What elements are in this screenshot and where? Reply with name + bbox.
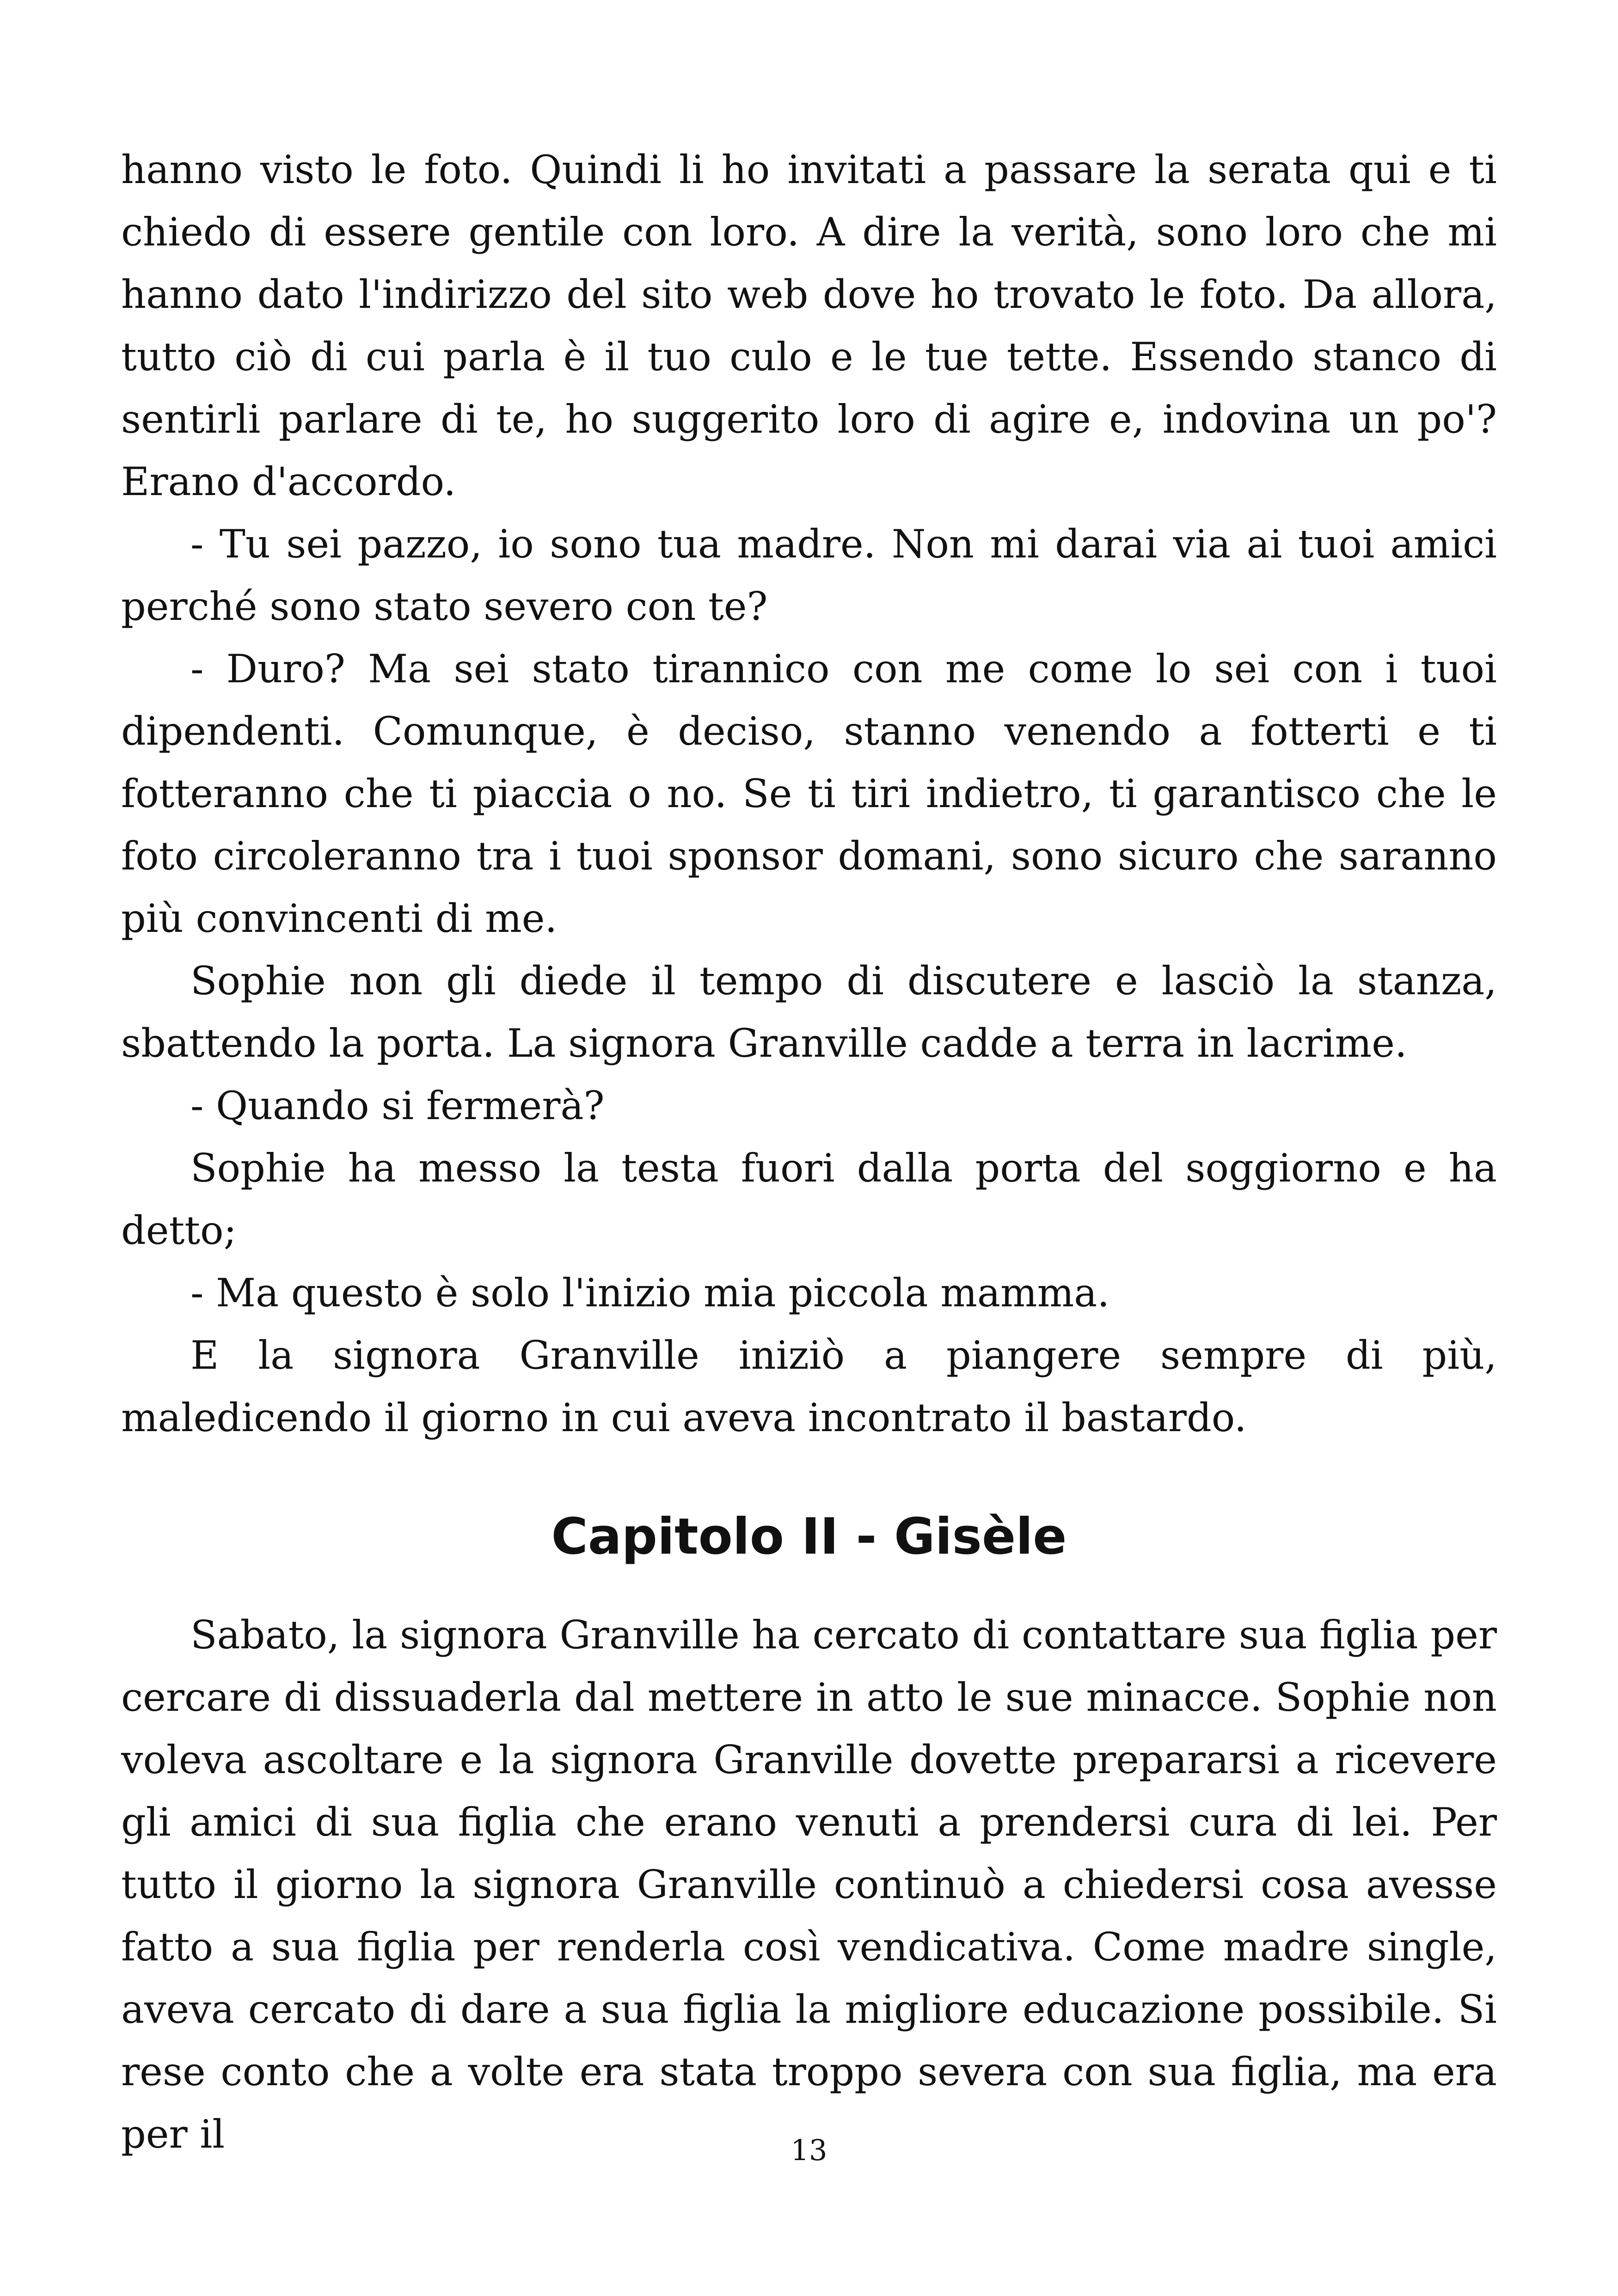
page-body	[121, 139, 1497, 1449]
paragraph-dialogue-question: - Quando si fermerà?	[190, 1083, 605, 1128]
paragraph-dialogue-beginning: - Ma questo è solo l'inizio mia piccola mamma.	[190, 1270, 1110, 1316]
paragraph-narration-door: Sophie ha messo la testa fuori dalla porta del soggiorno e ha detto;	[121, 1145, 1497, 1253]
paragraph-dialogue-mother: - Tu sei pazzo, io sono tua madre. Non mi darai via ai tuoi amici perché sono stato severo con te?	[121, 521, 1497, 629]
paragraph-continuation: hanno visto le foto. Quindi li ho invitati a passare la serata qui e ti chiedo di essere gentile con loro. A dire la verità, sono loro che mi hanno dato l'indirizzo del sito web dove ho trovato le foto. Da allora, tutto ciò di cui parla è il tuo culo e le tue tette. Essendo stanco di sentirli parlare di te, ho suggerito loro di agire e, indovina un po'? Erano d'accordo.	[121, 147, 1497, 504]
paragraph-narration-crying: E la signora Granville iniziò a piangere sempre di più, maledicendo il giorno in cui aveva incontrato il bastardo.	[121, 1333, 1497, 1440]
page-number: 13	[791, 2133, 827, 2167]
paragraph-dialogue-sophie: - Duro? Ma sei stato tirannico con me come lo sei con i tuoi dipendenti. Comunque, è deciso, stanno venendo a fotterti e ti fotteranno che ti piaccia o no. Se ti tiri indietro, ti garantisco che le foto circoleranno tra i tuoi sponsor domani, sono sicuro che saranno più convincenti di me.	[121, 646, 1497, 941]
paragraph-chapter-opening: Sabato, la signora Granville ha cercato di contattare sua figlia per cercare di dissuaderla dal mettere in atto le sue minacce. Sophie non voleva ascoltare e la signora Granville dovette prepararsi a ricevere gli amici di sua figlia che erano venuti a prendersi cura di lei. Per tutto il giorno la signora Granville continuò a chiedersi cosa avesse fatto a sua figlia per renderla così vendicativa. Come madre single, aveva cercato di dare a sua figlia la migliore educazione possibile. Si rese conto che a volte era stata troppo severa con sua figlia, ma era per il	[121, 1612, 1497, 2157]
chapter-body	[121, 1604, 1497, 2166]
chapter-heading: Capitolo II - Gisèle	[551, 1508, 1067, 1566]
paragraph-narration-leaves: Sophie non gli diede il tempo di discutere e lasciò la stanza, sbattendo la porta. La signora Granville cadde a terra in lacrime.	[121, 958, 1497, 1066]
